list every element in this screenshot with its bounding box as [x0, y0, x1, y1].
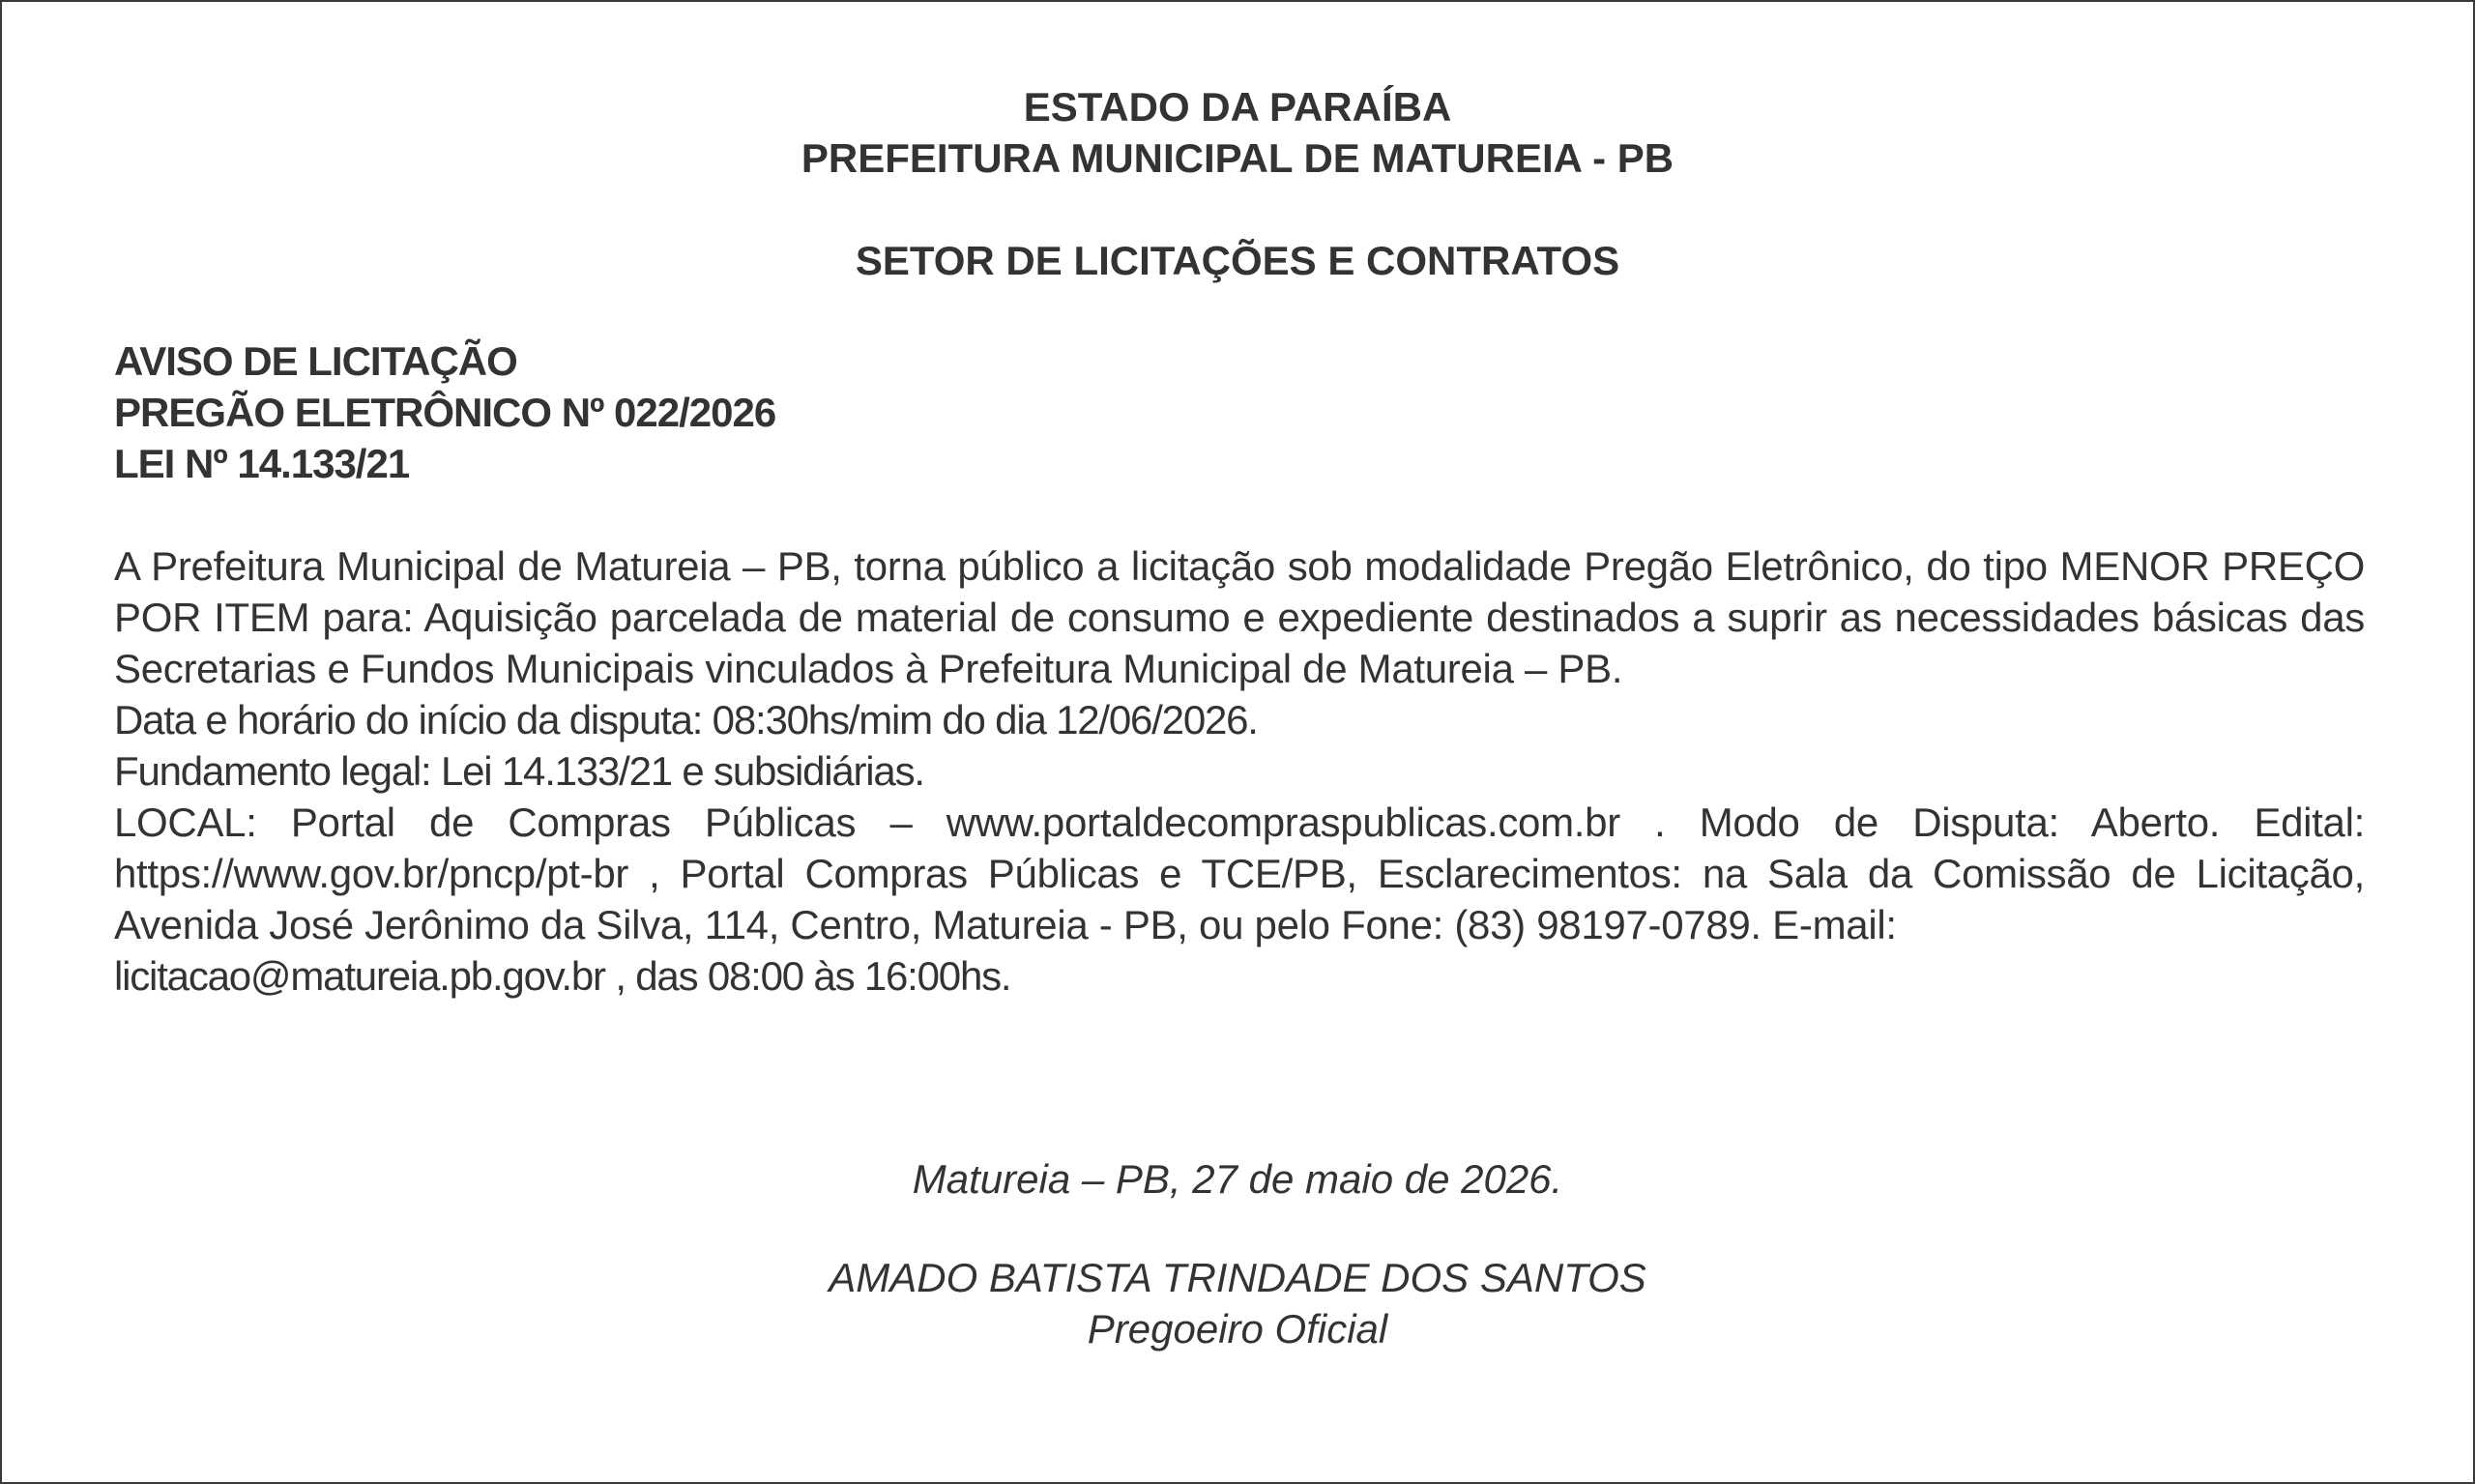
notice-title: AVISO DE LICITAÇÃO — [114, 338, 517, 384]
signatory-name: AMADO BATISTA TRINDADE DOS SANTOS — [829, 1255, 1646, 1300]
municipality-heading: PREFEITURA MUNICIPAL DE MATUREIA - PB — [801, 135, 1674, 181]
notice-title-block — [114, 335, 775, 489]
signature-place-date: Matureia – PB, 27 de maio de 2026. — [912, 1156, 1563, 1202]
notice-paragraph: A Prefeitura Municipal de Matureia – PB, torna público a licitação sob modalidade Pregão Eletrônico, do tipo MENOR PREÇO POR ITEM para: Aquisição parcelada de material de consumo e expediente destinados a suprir as necessidades básicas das Secretarias e Fundos Municipais vinculados à Prefeitura Municipal de Matureia – PB. — [114, 543, 2365, 691]
notice-body — [114, 540, 2365, 1002]
notice-process-number: PREGÃO ELETRÔNICO Nº 022/2026 — [114, 390, 776, 435]
local-info-paragraph: LOCAL: Portal de Compras Públicas – www.portaldecompraspublicas.com.br . Modo de Disputa: Aberto. Edital: https://www.gov.br/pncp/pt-br , Portal Compras Públicas e TCE/PB, Esclarecimentos: na Sala da Comissão de Licitação, Avenida José Jerônimo da Silva, 114, Centro, Matureia - PB, ou pelo Fone: (83) 98197-0789. E-mail: — [114, 800, 2365, 947]
email-hours-line: licitacao@matureia.pb.gov.br , das 08:00 às 16:00hs. — [114, 953, 1011, 999]
notice-law: LEI Nº 14.133/21 — [114, 441, 410, 486]
dispute-date-line: Data e horário do início da disputa: 08:30hs/mim do dia 12/06/2026. — [114, 697, 1258, 742]
signatory-role: Pregoeiro Oficial — [1087, 1306, 1388, 1352]
state-heading: ESTADO DA PARAÍBA — [1023, 84, 1452, 130]
sector-heading: SETOR DE LICITAÇÕES E CONTRATOS — [855, 238, 1620, 283]
legal-basis-line: Fundamento legal: Lei 14.133/21 e subsidiárias. — [114, 748, 924, 794]
